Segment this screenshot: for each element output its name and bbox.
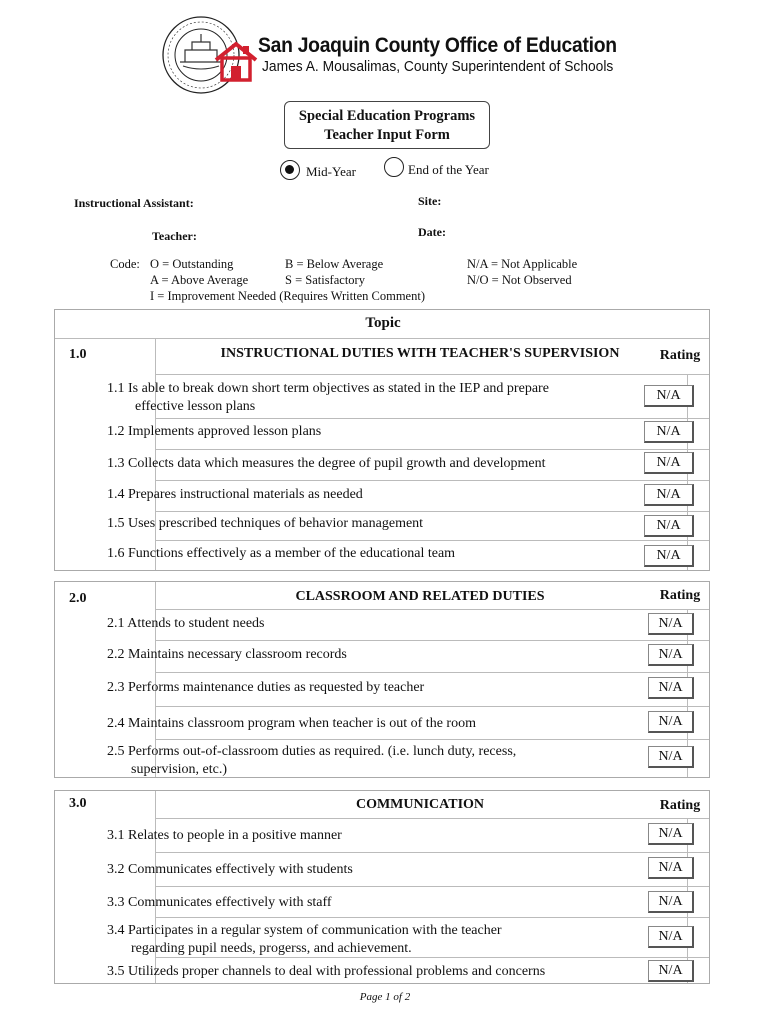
code-label: Code:	[110, 257, 140, 271]
code-above-average: A = Above Average	[150, 273, 249, 287]
criterion-item	[107, 486, 587, 504]
criterion-text: 2.1 Attends to student needs	[107, 616, 265, 631]
code-not-observed: N/O = Not Observed	[467, 273, 572, 287]
section-title: INSTRUCTIONAL DUTIES WITH TEACHER'S SUPERVISION	[220, 346, 620, 361]
divider	[155, 511, 709, 512]
criterion-text: 1.3 Collects data which measures the degree of pupil growth and development	[107, 456, 546, 471]
criterion-text: 3.3 Communicates effectively with staff	[107, 895, 332, 910]
school-house-logo	[212, 40, 260, 82]
rating-select[interactable]: N/A	[648, 823, 694, 845]
rating-select[interactable]: N/A	[648, 644, 694, 666]
section-title: CLASSROOM AND RELATED DUTIES	[295, 589, 545, 604]
criterion-text-cont: regarding pupil needs, progerss, and achievement.	[131, 941, 412, 956]
divider	[155, 338, 156, 570]
mid-year-radio[interactable]	[280, 160, 300, 180]
criterion-item	[107, 922, 577, 958]
site-label: Site:	[418, 194, 442, 208]
rating-select[interactable]: N/A	[648, 891, 694, 913]
criterion-text: 2.3 Performs maintenance duties as requested by teacher	[107, 680, 425, 695]
divider	[155, 640, 709, 641]
divider	[155, 540, 709, 541]
divider	[155, 852, 709, 853]
criterion-text-cont: effective lesson plans	[135, 399, 256, 414]
criterion-item	[107, 963, 587, 981]
code-not-applicable: N/A = Not Applicable	[467, 257, 578, 271]
divider	[155, 374, 709, 375]
criterion-text: 3.5 Utilizeds proper channels to deal with professional problems and concerns	[107, 964, 546, 979]
rating-select[interactable]: N/A	[644, 385, 694, 407]
criterion-item	[107, 743, 587, 779]
rating-select[interactable]: N/A	[644, 421, 694, 443]
criterion-item	[107, 646, 587, 664]
rating-select[interactable]: N/A	[648, 746, 694, 768]
divider	[55, 338, 709, 339]
code-satisfactory: S = Satisfactory	[285, 273, 365, 287]
radio-selected-dot	[285, 165, 294, 174]
page-number: Page 1 of 2	[359, 991, 411, 1003]
rating-select[interactable]: N/A	[648, 613, 694, 635]
section-number: 1.0	[69, 347, 87, 362]
divider	[155, 449, 709, 450]
criterion-text: 1.6 Functions effectively as a member of the educational team	[107, 546, 456, 561]
rating-header: Rating	[659, 348, 701, 363]
criterion-item	[107, 827, 587, 845]
mid-year-label: Mid-Year	[306, 164, 356, 179]
divider	[155, 609, 709, 610]
criterion-item	[107, 515, 587, 533]
organization-name: San Joaquin County Office of Education	[258, 34, 617, 57]
divider	[155, 917, 709, 918]
section-1-table	[54, 309, 710, 571]
code-below-average: B = Below Average	[285, 257, 384, 271]
rating-select[interactable]: N/A	[644, 515, 694, 537]
divider	[155, 886, 709, 887]
rating-select[interactable]: N/A	[644, 452, 694, 474]
end-of-year-radio[interactable]	[384, 157, 404, 177]
criterion-text: 3.2 Communicates effectively with students	[107, 862, 353, 877]
criterion-item	[107, 545, 587, 563]
criterion-text: 3.1 Relates to people in a positive manner	[107, 828, 342, 843]
divider	[155, 672, 709, 673]
rating-select[interactable]: N/A	[648, 857, 694, 879]
criterion-text: 1.1 Is able to break down short term objectives as stated in the IEP and prepare	[107, 381, 549, 396]
superintendent-line: James A. Mousalimas, County Superintendent of Schools	[262, 58, 614, 75]
date-label: Date:	[418, 225, 446, 239]
criterion-item	[107, 715, 587, 733]
end-of-year-label: End of the Year	[408, 162, 489, 177]
criterion-item	[107, 455, 587, 473]
section-3-table	[54, 790, 710, 984]
criterion-text-cont: supervision, etc.)	[131, 762, 228, 777]
criterion-item	[107, 679, 587, 697]
criterion-item	[107, 861, 587, 879]
criterion-text: 2.2 Maintains necessary classroom records	[107, 647, 347, 662]
divider	[155, 818, 709, 819]
criterion-item	[107, 894, 587, 912]
criterion-text: 1.4 Prepares instructional materials as needed	[107, 487, 363, 502]
divider	[155, 706, 709, 707]
section-number: 3.0	[69, 796, 87, 811]
criterion-text: 1.5 Uses prescribed techniques of behavior management	[107, 516, 424, 531]
topic-header: Topic	[365, 315, 401, 331]
criterion-text: 2.4 Maintains classroom program when teacher is out of the room	[107, 716, 476, 731]
rating-header: Rating	[659, 798, 701, 813]
criterion-text: 1.2 Implements approved lesson plans	[107, 424, 322, 439]
form-title-box	[284, 101, 490, 149]
teacher-label: Teacher:	[152, 229, 197, 243]
divider	[155, 418, 709, 419]
criterion-item	[107, 380, 587, 416]
rating-select[interactable]: N/A	[648, 711, 694, 733]
divider	[155, 480, 709, 481]
rating-select[interactable]: N/A	[644, 484, 694, 506]
rating-select[interactable]: N/A	[648, 677, 694, 699]
code-outstanding: O = Outstanding	[150, 257, 234, 271]
rating-select[interactable]: N/A	[644, 545, 694, 567]
instructional-assistant-label: Instructional Assistant:	[74, 196, 194, 210]
rating-header: Rating	[659, 588, 701, 603]
rating-select[interactable]: N/A	[648, 960, 694, 982]
form-title-line-2: Teacher Input Form	[324, 127, 450, 143]
section-2-table	[54, 581, 710, 778]
criterion-text: 3.4 Participates in a regular system of communication with the teacher	[107, 923, 502, 938]
form-title-line-1: Special Education Programs	[298, 108, 476, 124]
criterion-item	[107, 615, 587, 633]
criterion-item	[107, 423, 587, 441]
code-improvement: I = Improvement Needed (Requires Written Comment)	[150, 289, 425, 303]
criterion-text: 2.5 Performs out-of-classroom duties as required. (i.e. lunch duty, recess,	[107, 744, 517, 759]
rating-select[interactable]: N/A	[648, 926, 694, 948]
section-title: COMMUNICATION	[355, 797, 485, 812]
divider	[155, 739, 709, 740]
section-number: 2.0	[69, 591, 87, 606]
